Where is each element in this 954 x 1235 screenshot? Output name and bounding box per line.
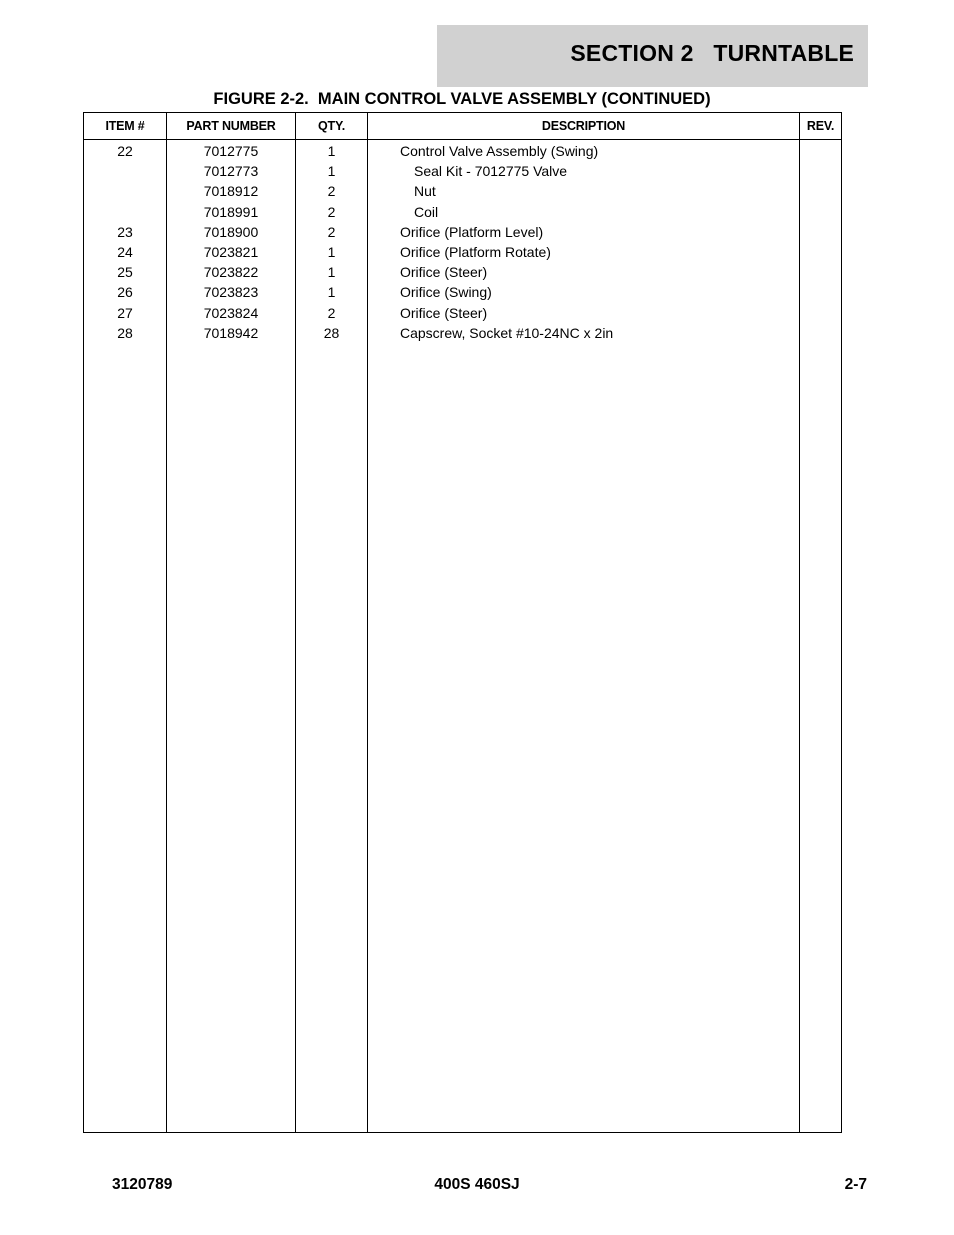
row-9-rev [800,303,841,323]
footer-doc-number: 3120789 [112,1176,173,1193]
row-6-part: 7023821 [203,243,259,260]
row-5-desc: Orifice (Platform Level) [400,223,544,240]
row-6-desc: Orifice (Platform Rotate) [400,243,551,260]
row-3-part: 7018912 [203,183,259,200]
column-header-qty: QTY. [296,113,368,140]
row-8-part: 7023823 [203,284,259,301]
row-9-qty: 2 [327,304,336,321]
table-header-row [84,113,842,140]
row-9-item: 27 [117,304,133,321]
row-2-rev [800,161,841,181]
row-4-item [84,202,166,222]
section-title: SECTION 2 TURNTABLE [570,40,854,66]
row-6-item: 24 [117,243,133,260]
row-10-item: 28 [117,324,133,341]
row-7-part: 7023822 [203,264,259,281]
row-4-part: 7018991 [203,203,259,220]
table-body [84,140,842,1133]
row-8-item: 26 [117,284,133,301]
column-header-part-number: PART NUMBER [167,113,296,140]
rev-column [800,140,842,1133]
footer-page-number: 2-7 [844,1176,867,1193]
row-3-item [84,181,166,201]
row-7-item: 25 [117,264,133,281]
row-2-part: 7012773 [203,163,259,180]
row-1-qty: 1 [327,143,336,159]
row-10-rev [800,323,841,343]
row-8-qty: 1 [327,284,336,301]
item-column [84,140,167,1133]
figure-title: FIGURE 2-2. MAIN CONTROL VALVE ASSEMBLY (CONTINUED) [213,90,711,108]
row-10-part: 7018942 [203,324,259,341]
row-7-desc: Orifice (Steer) [400,264,488,281]
row-3-desc: Nut [414,183,436,200]
description-column [368,140,800,1133]
row-10-qty: 28 [323,324,340,341]
row-2-desc: Seal Kit - 7012775 Valve [414,163,568,180]
parts-table [83,112,842,1133]
row-8-rev [800,282,841,302]
row-1-rev [800,141,841,161]
row-9-part: 7023824 [203,304,259,321]
row-1-desc: Control Valve Assembly (Swing) [400,143,599,159]
row-7-qty: 1 [327,264,336,281]
section-banner [437,25,868,87]
row-4-qty: 2 [327,203,336,220]
row-5-rev [800,222,841,242]
row-9-desc: Orifice (Steer) [400,304,488,321]
column-header-item: ITEM # [84,113,167,140]
row-4-rev [800,202,841,222]
column-header-rev: REV. [800,113,842,140]
qty-column [296,140,368,1133]
row-8-desc: Orifice (Swing) [400,284,492,301]
row-6-qty: 1 [327,243,336,260]
row-2-qty: 1 [327,163,336,180]
row-1-item: 22 [117,143,133,159]
row-7-rev [800,262,841,282]
row-6-rev [800,242,841,262]
row-3-qty: 2 [327,183,336,200]
row-4-desc: Coil [414,203,439,220]
row-5-qty: 2 [327,223,336,240]
part-number-column [167,140,296,1133]
row-5-part: 7018900 [203,223,259,240]
column-header-description: DESCRIPTION [368,113,800,140]
row-5-item: 23 [117,223,133,240]
row-2-item [84,161,166,181]
row-1-part: 7012775 [203,143,259,159]
row-3-rev [800,181,841,201]
footer-model: 400S 460SJ [434,1176,520,1193]
row-10-desc: Capscrew, Socket #10-24NC x 2in [400,324,614,341]
